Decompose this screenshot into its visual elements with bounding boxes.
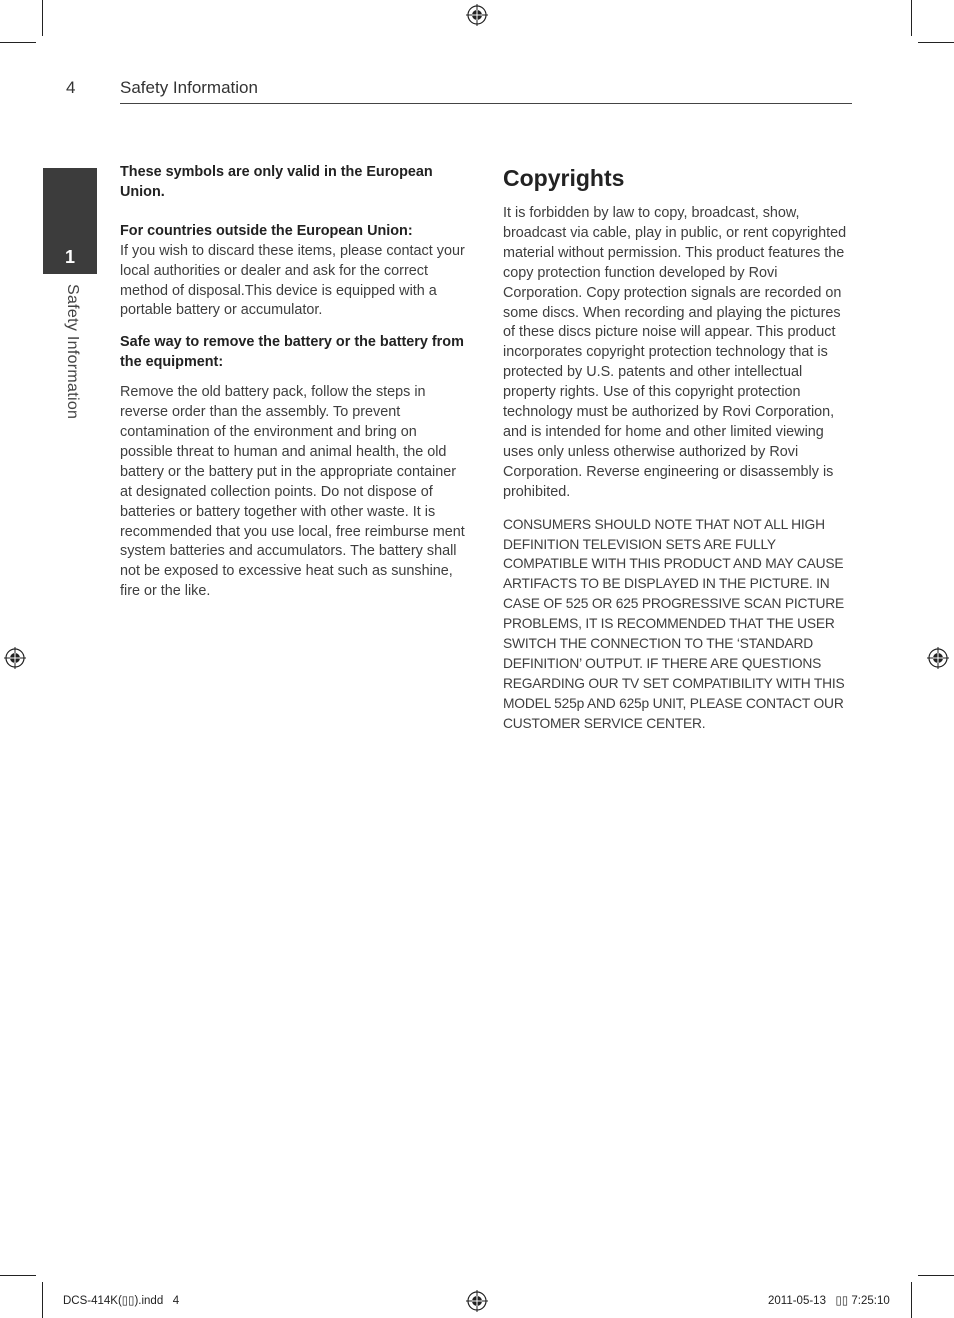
crop-mark: [42, 1282, 43, 1318]
copyrights-heading: Copyrights: [503, 165, 625, 191]
registration-mark-icon: [927, 647, 949, 669]
running-header-title: Safety Information: [120, 78, 258, 97]
outside-eu-body: If you wish to discard these items, please contact your local authorities or dealer and ask for the correct method of disposal.This device is equipped with a portable battery or accumulator.: [120, 242, 465, 319]
consumer-notice-paragraph: CONSUMERS SHOULD NOTE THAT NOT ALL HIGH DEFINITION TELEVISION SETS ARE FULLY COMPATIBLE WITH THIS PRODUCT AND MAY CAUSE ARTIFACTS TO BE DISPLAYED IN THE PICTURE. IN CASE OF 525 OR 625 PROGRESSIVE SCAN PICTURE PROBLEMS, IT IS RECOMMENDED THAT THE USER SWITCH THE CONNECTION TO THE ‘STANDARD DEFINITION’ OUTPUT. IF THERE ARE QUESTIONS REGARDING OUR TV SET COMPATIBILITY WITH THIS MODEL 525p AND 625p UNIT, PLEASE CONTACT OUR CUSTOMER SERVICE CENTER.: [503, 516, 845, 731]
chapter-tab: [43, 168, 97, 274]
crop-mark: [0, 42, 36, 43]
crop-mark: [918, 42, 954, 43]
outside-eu-heading: For countries outside the European Union:: [120, 222, 413, 239]
page-number: 4: [66, 78, 76, 97]
header-divider: [120, 103, 852, 104]
registration-mark-icon: [466, 4, 488, 26]
registration-mark-icon: [466, 1290, 488, 1312]
right-column: [503, 163, 855, 734]
left-column: [120, 163, 470, 602]
footer-file-info: DCS-414K(▯▯).indd 4: [63, 1295, 180, 1307]
crop-mark: [42, 0, 43, 36]
crop-mark: [911, 1282, 912, 1318]
footer-timestamp: 2011-05-13 ▯▯ 7:25:10: [768, 1295, 890, 1307]
crop-mark: [0, 1275, 36, 1276]
copyrights-paragraph: It is forbidden by law to copy, broadcast, show, broadcast via cable, play in public, or rent copyrighted material without permission. This product features the copy protection function developed by Rovi Corporation. Copy protection signals are recorded on some discs. When recording and playing the pictures of these discs picture noise will appear. This product incorporates copyright protection technology that is protected by U.S. patents and other intellectual property rights. Use of this copyright protection technology must be authorized by Rovi Corporation, and is intended for home and other limited viewing uses only unless otherwise authorized by Rovi Corporation. Reverse engineering or disassembly is prohibited.: [503, 205, 847, 500]
chapter-number: 1: [64, 247, 75, 267]
chapter-label: Safety Information: [64, 284, 81, 420]
crop-mark: [918, 1275, 954, 1276]
registration-mark-icon: [4, 647, 26, 669]
eu-symbols-note: These symbols are only valid in the European Union.: [120, 164, 433, 200]
crop-mark: [911, 0, 912, 36]
battery-removal-heading: Safe way to remove the battery or the battery from the equipment:: [120, 334, 464, 371]
battery-removal-body: Remove the old battery pack, follow the steps in reverse order than the assembly. To prevent contamination of the environment and bring on possible threat to human and animal health, the old battery or the battery put in the appropriate container at designated collection points. Do not dispose of batteries or battery together with other waste. It is recommended that you use local, free reimburse ment system batteries and accumulators. The battery shall not be exposed to excessive heat such as sunshine, fire or the like.: [120, 384, 465, 600]
